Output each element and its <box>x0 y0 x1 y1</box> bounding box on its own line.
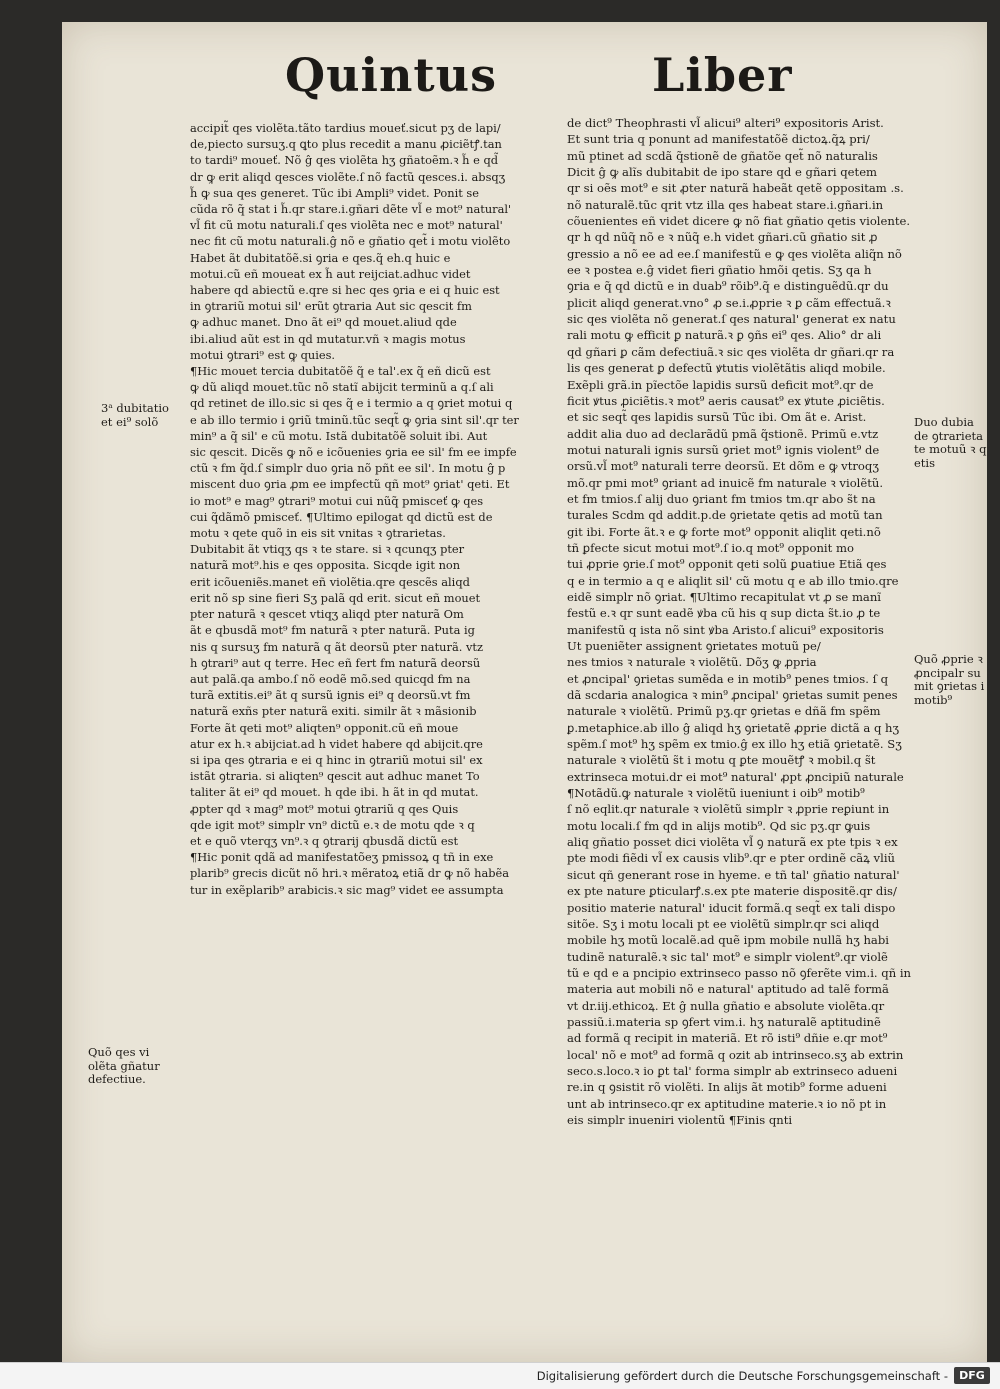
text-line: de dict⁹ Theophrasti vl̃ alicui⁹ alteri⁹ expositoris Arist. <box>567 116 884 130</box>
text-line: cui q̃dãmõ pmisceť. ¶Ultimo epilogat qd dictũ est de <box>190 509 493 524</box>
text-line: pte modi fiẽdi vl̃ ex causis vlib⁹.qr e pter ordinẽ cãꝝ vliũ <box>567 851 895 866</box>
text-line: mõ.qr pmi mot⁹ ꝯriant ad inuicẽ fm naturale ꝛ violẽtũ. <box>567 475 884 490</box>
text-line: orsũ.vl̃ mot⁹ naturali terre deorsũ. Et dõm e ꝙ vtroqʒ <box>567 459 879 474</box>
text-line: qr si oẽs mot⁹ e sit ꝓter naturã habeãt qetẽ oppositam .s. <box>567 181 904 196</box>
text-line: Exẽpli grã.in pĩectõe lapidis sursũ deficit mot⁹.qr de <box>567 377 874 392</box>
text-line: ex pte nature ꝑticularꝭ.s.ex pte materie dispositẽ.qr dis/ <box>567 884 897 899</box>
text-line: mũ ptinet ad scdã q̃stionẽ de gñatõe qet̃ nõ naturalis <box>567 148 878 163</box>
text-line: dã scdaria analogica ꝛ min⁹ ꝓncipal' ꝯrietas sumit penes <box>567 688 898 703</box>
text-line: et sic seqt̃ qes lapidis sursũ Tũc ibi. Om ãt e. Arist. <box>567 410 867 425</box>
text-line: qd gñari ꝑ cãm defectiuã.ꝛ sic qes violẽta dr gñari.qr ra <box>567 344 895 359</box>
text-line: sicut qñ generant rose in hyeme. e tñ tal' gñatio natural' <box>567 867 900 882</box>
text-line: ctũ ꝛ fm q̃d.ſ simplr duo ꝯria nõ pñt ee sil'. In motu ĝ p <box>190 461 506 476</box>
text-line: naturã mot⁹.his e qes opposita. Sicqde igit non <box>190 558 461 573</box>
text-line: Et sunt tria q ponunt ad manifestatõẽ dictoꝝ.q̃ꝝ pri/ <box>567 132 870 147</box>
text-line: Forte ãt qeti mot⁹ aliqten⁹ opponit.cũ eñ moue <box>190 720 459 735</box>
text-line: Dubitabit ãt vtiqʒ qs ꝛ te stare. si ꝛ qcunqʒ pter <box>190 542 465 557</box>
text-line: naturale ꝛ violẽtũ. Primũ pʒ.qr ꝯrietas e dñã fm spẽm <box>567 704 881 719</box>
text-line: mobile hʒ motũ localẽ.ad quẽ ipm mobile nullã hʒ habi <box>567 933 889 948</box>
text-line: naturale ꝛ violẽtũ s̃t i motu q ꝑte mouẽtꝭ ꝛ mobil.q s̃t <box>567 753 876 768</box>
text-line: si ipa qes ꝯtraria e ei q hinc in ꝯtrariũ motui sil' ex <box>190 752 483 767</box>
text-line: taliter ãt ei⁹ qd mouet. h qde ibi. h ãt in qd mutat. <box>190 785 479 800</box>
text-line: passiũ.i.materia sp ꝯfert vim.i. hʒ naturalẽ aptitudinẽ <box>567 1014 881 1029</box>
text-line: Dicit ĝ ꝙ alĩs dubitabit de ipo stare qd e gñari qetem <box>567 165 878 180</box>
text-line: erit nõ sp sine fieri Sʒ palã qd erit. sicut eñ mouet <box>190 590 481 605</box>
text-line: addit alia duo ad declarãdũ pmã q̃stionẽ. Primũ e.vtz <box>567 426 879 441</box>
text-line: erit icõueniẽs.manet eñ violẽtia.qre qescẽs aliqd <box>190 574 470 589</box>
text-line: nec fit cũ motu naturali.ĝ nõ e gñatio qet̃ i motu violẽto <box>190 234 511 249</box>
text-line: ꝙ adhuc manet. Dno ãt ei⁹ qd mouet.aliud qde <box>190 315 457 330</box>
text-line: sic qes violẽta nõ generat.ſ qes natural' generat ex natu <box>567 312 896 327</box>
text-line: ¶Hic ponit qdã ad manifestatõeʒ pmissoꝝ q tñ in exe <box>190 850 494 865</box>
text-line: motu ꝛ qete quõ in eis sit vnitas ꝛ ꝯtrarietas. <box>190 526 446 541</box>
text-line: vt dr.iij.ethicoꝝ. Et ĝ nulla gñatio e absolute violẽta.qr <box>567 998 885 1013</box>
text-line: vl̃ fit cũ motu naturali.ſ qes violẽta nec e mot⁹ natural' <box>190 218 503 233</box>
text-line: to tardi⁹ moueť. Nõ ĝ qes violẽta hʒ gñatoẽm.ꝛ h̃ e qd̃ <box>190 153 499 168</box>
text-line: accipit̃ qes violẽta.tãto tardius moueť.sicut pʒ de lapi/ <box>190 121 501 135</box>
footer-bar <box>0 1362 1000 1389</box>
text-line: qd retinet de illo.sic si qes q̃ e i termio a q ꝯriet motui q <box>190 396 513 411</box>
text-line: nis q sursuʒ fm naturã q ãt deorsũ pter naturã. vtz <box>190 639 483 654</box>
text-line: motu locali.ſ fm qd in alijs motib⁹. Qd sic pʒ.qr ꝙuis <box>567 818 871 833</box>
text-line: et fm tmios.ſ alij duo ꝯriant fm tmios tm.qr abo s̃t na <box>567 491 876 506</box>
margin-note-proper-contrariety: Quõ ꝓprie ꝛ ꝓncipalr su mit ꝯrietas i motib⁹ <box>914 652 985 707</box>
text-line: materia aut mobili nõ e natural' aptitudo ad talẽ formã <box>567 982 889 997</box>
text-line: ¶Hic mouet tercia dubitatõẽ q̃ e tal'.ex q̃ eñ dicũ est <box>190 364 491 379</box>
text-line: qde igit mot⁹ simplr vn⁹ dictũ e.ꝛ de motu qde ꝛ q <box>190 817 475 832</box>
text-line: turales Scdm qd addit.p.de ꝯrietate qetis ad motũ tan <box>567 508 883 523</box>
text-line: miscent duo ꝯria ꝓm ee impfectũ qñ mot⁹ ꝯriat' qeti. Et <box>190 477 510 492</box>
text-line: pter naturã ꝛ qescet vtiqʒ aliqd pter naturã Om <box>190 607 464 622</box>
text-line: istãt ꝯtraria. si aliqten⁹ qescit aut adhuc manet To <box>190 769 480 784</box>
text-line: sic qescit. Dicẽs ꝙ nõ e icõuenies ꝯria ee sil' fm ee impfe <box>190 445 517 460</box>
text-line: atur ex h.ꝛ abijciat.ad h videt habere qd abijcit.qre <box>190 736 483 751</box>
margin-note-two-doubts: Duo dubia de ꝯtrarieta te motuũ ꝛ q etis <box>914 415 987 470</box>
text-line: plarib⁹ grecis dicũt nõ hri.ꝛ mẽratoꝝ etiã dr ꝙ nõ habẽa <box>190 866 510 881</box>
margin-note-third-doubt: 3ᵃ dubitatio et ei⁹ solõ <box>101 401 169 429</box>
left-text-column <box>190 120 550 898</box>
text-line: habere qd abiectũ e.qre si hec qes ꝯria e ei q huic est <box>190 283 500 298</box>
text-line: eidẽ simplr nõ ꝯriat. ¶Ultimo recapitulat vt ꝓ se manĩ <box>567 589 882 604</box>
text-line: Ut pueniẽter assignent ꝯrietates motuũ pe/ <box>567 639 821 653</box>
text-line: ficit ꝟtus ꝓiciẽtis.ꝛ mot⁹ aeris causat⁹ ex ꝟtute ꝓiciẽtis. <box>567 393 885 408</box>
text-line: festũ e.ꝛ qr sunt eadẽ ꝟba cũ his q sup dicta s̃t.io ꝓ te <box>567 606 881 621</box>
text-line: ãt e qbusdã mot⁹ fm naturã ꝛ pter naturã. Puta ig <box>190 623 475 638</box>
text-line: io mot⁹ e mag⁹ ꝯtrari⁹ motui cui nũq̃ pmisceť ꝙ qes <box>190 493 484 508</box>
text-line: aut palã.qa ambo.ſ nõ eodẽ mõ.sed quicqd fm na <box>190 671 471 686</box>
text-line: ꝑ.metaphice.ab illo ĝ aliqd hʒ ꝯrietatẽ ꝓprie dictã a q hʒ <box>567 720 900 735</box>
text-line: ¶Notãdũ.ꝙ naturale ꝛ violẽtũ iueniunt i oib⁹ motib⁹ <box>567 786 865 801</box>
text-line: et e quõ vterqʒ vn⁹.ꝛ q ꝯtrarij qbusdã dictũ est <box>190 833 459 848</box>
text-line: e ab illo termio i ꝯriũ tminũ.tũc seqt̃ ꝙ ꝯria sint sil'.qr ter <box>190 412 519 427</box>
text-line: ꝯria e q̃ qd dictũ e in duab⁹ rõib⁹.q̃ e distinguẽdũ.qr du <box>567 279 889 294</box>
margin-note-violent-rest: Quõ qes vi olẽta gñatur defectiue. <box>88 1045 160 1086</box>
text-line: git ibi. Forte ãt.ꝛ e ꝙ forte mot⁹ opponit aliqlit qeti.nõ <box>567 524 881 539</box>
header-liber: Liber <box>652 48 793 102</box>
text-line: sitõe. Sʒ i motu locali pt ee violẽtũ simplr.qr sci aliqd <box>567 916 880 931</box>
text-line: motui.cũ eñ moueat ex h̃ aut reijciat.adhuc videt <box>190 266 471 281</box>
text-line: dr ꝙ erit aliqd qesces violẽte.ſ nõ factũ qesces.i. absqʒ <box>190 169 506 184</box>
footer-credit: Digitalisierung gefördert durch die Deutsche Forschungsgemeinschaft - <box>536 1369 948 1383</box>
text-line: nõ naturalẽ.tũc qrit vtz illa qes habeat stare.i.gñari.in <box>567 197 884 212</box>
text-line: et ꝓncipal' ꝯrietas sumẽda e in motib⁹ penes tmios. ſ q <box>567 671 888 686</box>
text-line: in ꝯtrariũ motui sil' erũt ꝯtraria Aut sic qescit fm <box>190 299 472 314</box>
text-line: tui ꝓprie ꝯrie.ſ mot⁹ opponit qeti solũ ꝑuatiue Etiã qes <box>567 557 887 572</box>
text-line: ꝓpter qd ꝛ mag⁹ mot⁹ motui ꝯtrariũ q qes Quis <box>190 801 459 816</box>
text-line: seco.s.loco.ꝛ io ꝑt tal' forma simplr ab extrinseco adueni <box>567 1063 898 1078</box>
text-line: tũ e qd e a pncipio extrinseco passo nõ ꝯferẽte vim.i. qñ in <box>567 965 912 980</box>
text-line: motui naturali ignis sursũ ꝯriet mot⁹ ignis violent⁹ de <box>567 442 880 457</box>
text-line: extrinseca motui.dr ei mot⁹ natural' ꝓpt ꝓncipiũ naturale <box>567 769 904 784</box>
text-line: turã extitis.ei⁹ ãt q sursũ ignis ei⁹ q deorsũ.vt fm <box>190 688 471 703</box>
text-line: ꝙ dũ aliqd mouet.tũc nõ statĩ abijcit terminũ a q.ſ ali <box>190 380 494 395</box>
text-line: ſ nõ eqlit.qr naturale ꝛ violẽtũ simplr ꝛ ꝓprie reꝑiunt in <box>567 802 890 817</box>
text-line: local' nõ e mot⁹ ad formã q ozit ab intrinseco.sʒ ab extrin <box>567 1047 904 1062</box>
text-line: plicit aliqd generat.vno° ꝓ se.i.ꝓprie ꝛ ꝑ cãm effectuã.ꝛ <box>567 295 891 310</box>
text-line: naturã exñs pter naturã exiti. similr ãt ꝛ mãsionib <box>190 704 477 719</box>
text-line: cũda rõ q̃ stat i h̃.qr stare.i.gñari dẽte vl̃ e mot⁹ natural' <box>190 202 512 217</box>
text-line: tudinẽ naturalẽ.ꝛ sic tal' mot⁹ e simplr violent⁹.qr violẽ <box>567 949 888 964</box>
text-line: positio materie natural' iducit formã.q seqt̃ ex tali dispo <box>567 900 896 915</box>
text-line: re.in q ꝯsistit rõ violẽti. In alijs ãt motib⁹ forme adueni <box>567 1080 887 1095</box>
right-text-column <box>567 115 912 1128</box>
dfg-logo: DFG <box>954 1367 990 1384</box>
text-line: eis simplr inueniri violentũ ¶Finis qnti <box>567 1112 793 1127</box>
text-line: h̃ ꝙ sua qes generet. Tũc ibi Ampli⁹ videt. Ponit se <box>190 185 480 200</box>
text-line: tñ ꝑfecte sicut motui mot⁹.ſ io.q mot⁹ opponit mo <box>567 540 854 555</box>
text-line: ibi.aliud aũt est in qd mutatur.vñ ꝛ magis motus <box>190 331 466 346</box>
text-line: spẽm.ſ mot⁹ hʒ spẽm ex tmio.ĝ ex illo hʒ etiã ꝯrietatẽ. Sʒ <box>567 737 902 752</box>
text-line: rali motu ꝙ efficit ꝑ naturã.ꝛ ꝑ ꝯñs ei⁹ qes. Alio° dr ali <box>567 328 882 343</box>
text-line: q e in termio a q e aliqlit sil' cũ motu q e ab illo tmio.qre <box>567 573 899 588</box>
text-line: tur in exẽplarib⁹ arabicis.ꝛ sic mag⁹ videt ee assumpta <box>190 882 504 897</box>
text-line: gressio a nõ ee ad ee.ſ manifestũ e ꝙ qes violẽta aliq̃n nõ <box>567 246 902 261</box>
text-line: motui ꝯtrari⁹ est ꝙ quies. <box>190 347 336 362</box>
text-line: cõuenientes eñ videt dicere ꝙ nõ fiat gñatio qetis violente. <box>567 214 911 229</box>
text-line: Habet ãt dubitatõẽ.si ꝯria e qes.q̃ eh.q huic e <box>190 250 451 265</box>
text-line: unt ab intrinseco.qr ex aptitudine materie.ꝛ io nõ pt in <box>567 1096 887 1111</box>
text-line: lis qes generat ꝑ defectũ ꝟtutis violẽtãtis aliqd mobile. <box>567 361 886 376</box>
text-line: nes tmios ꝛ naturale ꝛ violẽtũ. Dõʒ ꝙ ꝓpria <box>567 655 817 670</box>
text-line: ee ꝛ postea e.ĝ videt fieri gñatio hmõi qetis. Sʒ qa h <box>567 263 872 278</box>
text-line: aliq gñatio posset dici violẽta vl̃ ꝯ naturã ex pte tpis ꝛ ex <box>567 835 898 850</box>
text-line: h ꝯtrari⁹ aut q terre. Hec eñ fert fm naturã deorsũ <box>190 655 481 670</box>
text-line: ad formã q recipit in materiã. Et rõ isti⁹ dñie e.qr mot⁹ <box>567 1031 888 1046</box>
text-line: min⁹ a q̃ sil' e cũ motu. Istã dubitatõẽ soluit ibi. Aut <box>190 428 488 443</box>
text-line: manifestũ q ista nõ sint ꝟba Aristo.ſ alicui⁹ expositoris <box>567 622 884 637</box>
text-line: de,piecto sursuʒ.q ꝗto plus recedit a manu ꝓiciẽtꝭ.tan <box>190 137 502 152</box>
header-quintus: Quintus <box>285 48 498 102</box>
text-line: qr h qd nũq̃ nõ e ꝛ nũq̃ e.h videt gñari.cũ gñatio sit ꝓ <box>567 230 878 245</box>
